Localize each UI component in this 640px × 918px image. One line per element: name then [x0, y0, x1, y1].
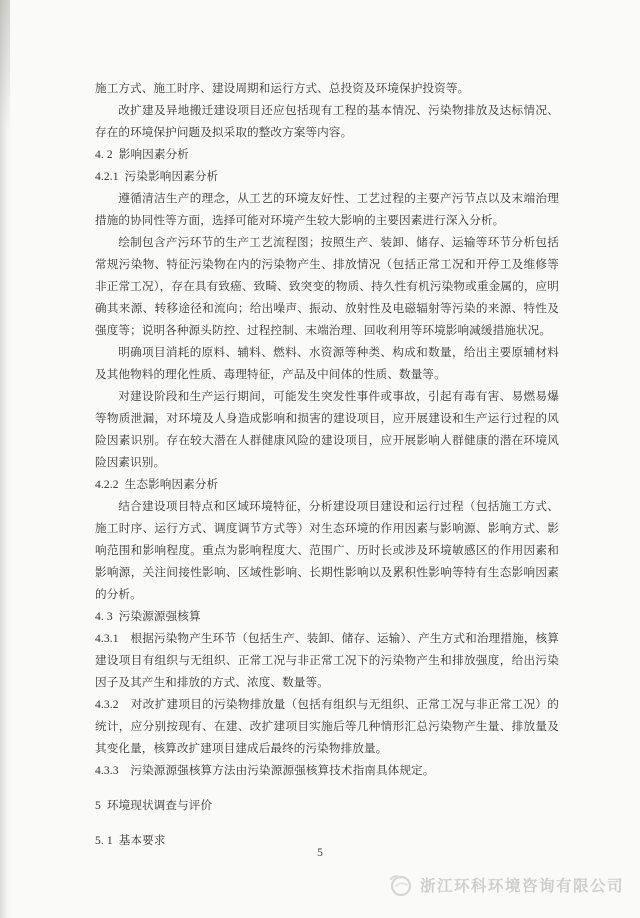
section-heading-4-2-2: 4.2.2 生态影响因素分析 — [95, 478, 219, 491]
document-page-body — [95, 78, 559, 852]
company-watermark — [387, 872, 624, 898]
section-heading-4-2: 4. 2 影响因素分析 — [95, 148, 189, 161]
page-number: 5 — [317, 847, 323, 859]
paragraph: 遵循清洁生产的理念，从工艺的环境友好性、工艺过程的主要产污节点以及末端治理措施的协同性等方面，选择可能对环境产生较大影响的主要因素进行深入分析。 — [95, 192, 559, 227]
scan-smudge — [0, 0, 10, 130]
section-heading-4-3: 4. 3 污染源源强核算 — [95, 610, 201, 623]
section-heading-4-2-1: 4.2.1 污染影响因素分析 — [95, 170, 219, 183]
numbered-clause-4-3-1: 4.3.1 根据污染物产生环节（包括生产、装卸、储存、运输）、产生方式和治理措施，核算建设项目有组织与无组织、正常工况与非正常工况下的污染物产生和排放强度，给出污染因子及其产生和排放的方式、浓度、数量等。 — [95, 632, 559, 689]
company-swirl-logo-icon — [387, 872, 413, 898]
paragraph: 明确项目消耗的原料、辅料、燃料、水资源等种类、构成和数量，给出主要原辅材料及其他物料的理化性质、毒理特征，产品及中间体的性质、数量等。 — [95, 346, 559, 381]
paragraph: 改扩建及异地搬迁建设项目还应包括现有工程的基本情况、污染物排放及达标情况、存在的环境保护问题及拟采取的整改方案等内容。 — [95, 104, 559, 139]
scan-edge-shadow — [0, 0, 12, 918]
paragraph: 对建设阶段和生产运行期间，可能发生突发性事件或事故，引起有毒有害、易燃易爆等物质泄漏，对环境及人身造成影响和损害的建设项目，应开展建设和生产运行过程的风险因素识别。存在较大潜在人群健康风险的建设项目，应开展影响人群健康的潜在环境风险因素识别。 — [95, 390, 559, 469]
paragraph-continuation: 施工方式、施工时序、建设周期和运行方式、总投资及环境保护投资等。 — [95, 82, 470, 95]
numbered-clause-4-3-2: 4.3.2 对改扩建项目的污染物排放量（包括有组织与无组织、正常工况与非正常工况）的统计，应分别按现有、在建、改扩建项目实施后等几种情形汇总污染物产生量、排放量及其变化量，核算改扩建项目建成后最终的污染物排放量。 — [95, 698, 559, 755]
section-heading-5-1: 5. 1 基本要求 — [95, 834, 166, 847]
company-watermark-text: 浙江环科环境咨询有限公司 — [419, 878, 624, 895]
paragraph: 结合建设项目特点和区域环境特征，分析建设项目建设和运行过程（包括施工方式、施工时序、运行方式、调度调节方式等）对生态环境的作用因素与影响源、影响方式、影响范围和影响程度。重点为影响程度大、范围广、历时长或涉及环境敏感区的作用因素和影响源，关注间接性影响、区域性影响、长期性影响以及累积性影响等特有生态影响因素的分析。 — [95, 500, 559, 601]
chapter-heading-5: 5 环境现状调查与评价 — [95, 799, 213, 812]
numbered-clause-4-3-3: 4.3.3 污染源源强核算方法由污染源源强核算技术指南具体规定。 — [95, 764, 435, 777]
paragraph: 绘制包含产污环节的生产工艺流程图；按照生产、装卸、储存、运输等环节分析包括常规污染物、特征污染物在内的污染物产生、排放情况（包括正常工况和开停工及维修等非正常工况），存在具有致癌、致畸、致突变的物质、持久性有机污染物或重金属的，应明确其来源、转移途径和流向；给出噪声、振动、放射性及电磁辐射等污染的来源、特性及强度等；说明各种源头防控、过程控制、末端治理、回收利用等环境影响减缓措施状况。 — [95, 236, 559, 337]
